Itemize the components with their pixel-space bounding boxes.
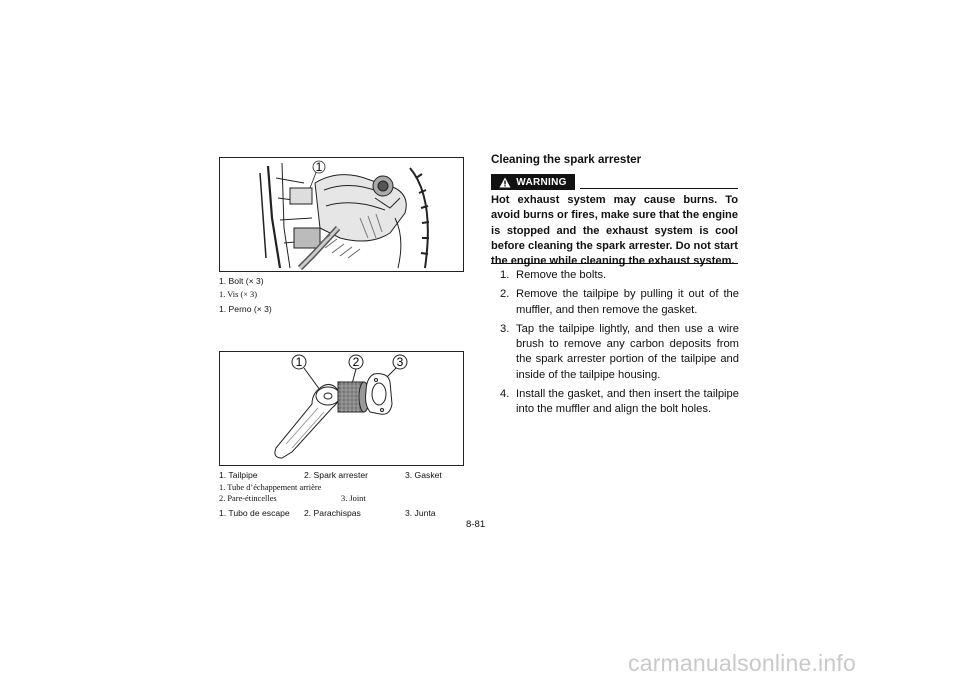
step-text: Install the gasket, and then insert the tailpipe into the muffler and align the bolt holes.	[516, 388, 739, 416]
figure-1-callout-1: 1	[315, 160, 323, 174]
figure-1-caption-fr: 1. Vis (× 3)	[219, 290, 258, 299]
list-item	[491, 287, 739, 318]
warning-text: Hot exhaust system may cause burns. To avoid burns or fires, make sure that the engine is stopped and the exhaust system is cool before cleaning the spark arrester. Do not start the engine while cleaning the exhaust system.	[491, 194, 738, 268]
list-item	[491, 322, 739, 383]
figure-2-caption-en-2: 2. Spark arrester	[304, 470, 368, 480]
warning-badge	[491, 174, 575, 190]
figure-2-caption-fr-2: 2. Pare-étincelles	[219, 494, 277, 503]
figure-2-caption-en-3: 3. Gasket	[405, 470, 442, 480]
step-text: Tap the tailpipe lightly, and then use a wire brush to remove any carbon deposits from the spark arrester portion of the tailpipe and inside of the tailpipe housing.	[516, 322, 739, 381]
figure-2-caption-es-2: 2. Parachispas	[304, 508, 361, 518]
figure-2-illustration-frame	[219, 351, 464, 466]
procedure-steps	[491, 268, 739, 422]
watermark-text[interactable]: carmanualsonline.info	[628, 650, 856, 676]
figure-2-caption-es-3: 3. Junta	[405, 508, 436, 518]
step-number: 1.	[500, 269, 510, 281]
step-number: 4.	[500, 388, 510, 401]
list-item	[491, 387, 739, 418]
page-number: 8-81	[466, 519, 486, 530]
figure-1-caption-en: 1. Bolt (× 3)	[219, 276, 264, 286]
step-text: Remove the tailpipe by pulling it out of the muffler, and then remove the gasket.	[516, 288, 739, 316]
warning-rule-top	[580, 188, 738, 189]
figure-2-caption-es-1: 1. Tubo de escape	[219, 508, 290, 518]
figure-2-callout-1: 1	[295, 355, 303, 369]
step-number: 3.	[500, 322, 510, 335]
exhaust-bolt-photo	[220, 158, 463, 271]
step-text: Remove the bolts.	[516, 269, 607, 281]
figure-2-callout-2: 2	[352, 355, 360, 369]
warning-rule-bottom	[491, 263, 738, 264]
figure-1-photo-frame	[219, 157, 464, 272]
section-heading: Cleaning the spark arrester	[491, 153, 642, 166]
figure-2-caption-fr-1: 1. Tube d’échappement arrière	[219, 483, 322, 492]
tailpipe-parts-illustration	[220, 352, 463, 465]
figure-2-caption-fr-3: 3. Joint	[341, 494, 366, 503]
figure-2-caption-en-1: 1. Tailpipe	[219, 470, 258, 480]
warning-label: WARNING	[516, 176, 567, 188]
warning-triangle-icon	[499, 177, 511, 188]
step-number: 2.	[500, 288, 510, 301]
figure-2-callout-3: 3	[396, 355, 404, 369]
figure-1-caption-es: 1. Perno (× 3)	[219, 304, 272, 314]
list-item	[491, 268, 739, 283]
